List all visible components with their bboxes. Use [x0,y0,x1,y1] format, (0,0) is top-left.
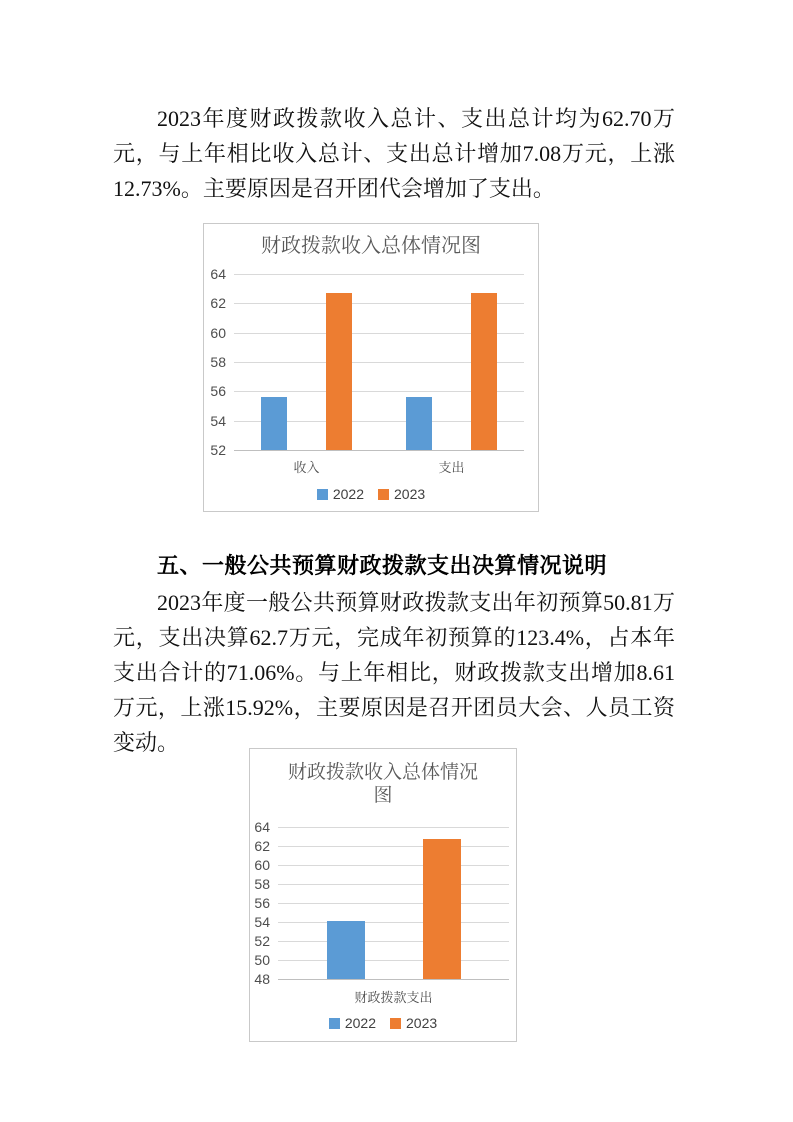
y-axis-label: 56 [254,895,270,911]
y-axis-label: 54 [210,412,226,429]
plot-area [278,827,509,979]
gridline [278,960,509,961]
y-axis-label: 60 [210,324,226,341]
paragraph-expenditure-summary: 2023年度一般公共预算财政拨款支出年初预算50.81万元，支出决算62.7万元，完成年初预算的123.4%，占本年支出合计的71.06%。与上年相比，财政拨款支出增加8.61万元，上涨15.92%，主要原因是召开团员大会、人员工资变动。 [113,590,675,755]
plot-area [234,274,524,450]
bar-2022-财政拨款支出 [327,921,365,979]
gridline [278,846,509,847]
gridline [234,450,524,451]
gridline [278,827,509,828]
bar-2022-支出 [406,397,432,450]
legend-item [329,1015,376,1031]
gridline [278,922,509,923]
chart-title: 财政拨款收入总体情况图 [261,235,481,257]
legend-label: 2023 [406,1015,438,1031]
gridline [278,979,509,980]
y-axis-label: 54 [254,914,270,930]
y-axis-label: 52 [210,442,226,458]
y-axis-label: 60 [254,857,270,873]
legend-item [317,486,364,502]
y-axis-label: 56 [210,383,226,400]
legend-label: 2023 [394,486,426,502]
legend-item [390,1015,437,1031]
y-axis-label: 48 [254,971,270,987]
chart-title: 财政拨款收入总体情况图 [287,762,478,806]
y-axis-label: 50 [254,952,270,968]
bar-2023-支出 [471,293,497,450]
section-heading: 五、一般公共预算财政拨款支出决算情况说明 [157,553,608,578]
legend-swatch [317,489,328,500]
gridline [234,274,524,275]
paragraph-income-summary: 2023年度财政拨款收入总计、支出总计均为62.70万元，与上年相比收入总计、支出总计增加7.08万元，上涨12.73%。主要原因是召开团代会增加了支出。 [113,106,675,201]
expenditure-overview-chart [249,748,517,1042]
y-axis-label: 62 [254,838,270,854]
bar-2023-财政拨款支出 [423,839,461,979]
legend-swatch [378,489,389,500]
bar-2023-收入 [326,293,352,450]
y-axis-label: 58 [254,876,270,892]
y-axis-label: 64 [254,819,270,835]
gridline [278,903,509,904]
x-axis-label: 财政拨款支出 [354,990,433,1005]
bar-2022-收入 [261,397,287,450]
y-axis-label: 58 [210,354,226,370]
income-overview-chart [203,223,539,512]
gridline [278,884,509,885]
gridline [278,865,509,866]
legend-label: 2022 [344,1015,376,1031]
legend-item [378,486,425,502]
y-axis-label: 64 [210,266,226,282]
legend [204,486,538,502]
x-axis-label: 支出 [438,460,465,475]
y-axis-label: 52 [254,933,270,949]
gridline [278,941,509,942]
legend-label: 2022 [332,486,364,502]
legend [250,1015,516,1031]
legend-swatch [329,1018,340,1029]
y-axis-label: 62 [210,295,226,312]
legend-swatch [390,1018,401,1029]
x-axis-label: 收入 [293,460,320,475]
